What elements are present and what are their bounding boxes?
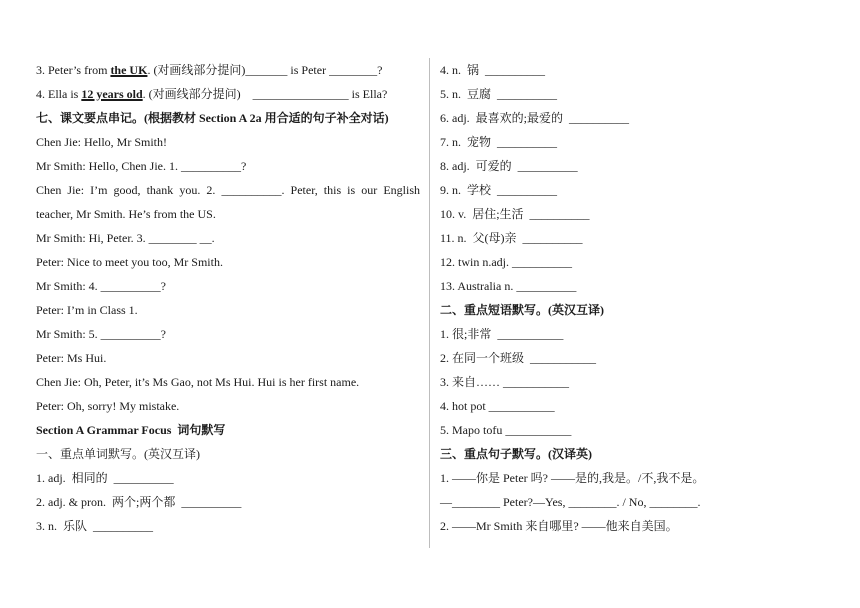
- dialogue-line: Chen Jie: I’m good, thank you. 2. __________. Peter, this is our English: [36, 183, 420, 197]
- vocab-item: 6. adj. 最喜欢的;最爱的 __________: [440, 111, 629, 125]
- dialogue-line: Chen Jie: Hello, Mr Smith!: [36, 135, 167, 149]
- dialogue-line: Peter: Ms Hui.: [36, 351, 107, 365]
- vocab-item: 1. adj. 相同的 __________: [36, 471, 174, 485]
- column-divider: [429, 58, 430, 548]
- question-4: [36, 82, 420, 106]
- question-3-text-a: 3. Peter’s from: [36, 63, 111, 77]
- question-4-underlined: 12 years old: [81, 87, 143, 101]
- phrase-item: 5. Mapo tofu ___________: [440, 423, 572, 437]
- phrase-item: 4. hot pot ___________: [440, 399, 555, 413]
- vocab-heading: 一、重点单词默写。(英汉互译): [36, 447, 200, 461]
- question-3-text-b: . (对画线部分提问)_______ is Peter ________?: [147, 63, 383, 77]
- vocab-item: 7. n. 宠物 __________: [440, 135, 558, 149]
- question-3: [36, 58, 420, 82]
- sentence-item: 2. ——Mr Smith 来自哪里? ——他来自美国。: [440, 519, 678, 533]
- sentences-heading: 三、重点句子默写。(汉译英): [440, 447, 592, 461]
- vocab-item: 9. n. 学校 __________: [440, 183, 558, 197]
- vocab-item: 2. adj. & pron. 两个;两个都 __________: [36, 495, 242, 509]
- vocab-item: 4. n. 锅 __________: [440, 63, 546, 77]
- dialogue-line: Mr Smith: Hello, Chen Jie. 1. __________?: [36, 159, 247, 173]
- sentence-item: 1. ——你是 Peter 吗? ——是的,我是。/不,我不是。: [440, 471, 705, 485]
- phrase-item: 3. 来自…… ___________: [440, 375, 570, 389]
- dialogue-line: Mr Smith: 4. __________?: [36, 279, 167, 293]
- dialogue-line: Mr Smith: Hi, Peter. 3. ________ __.: [36, 231, 215, 245]
- grammar-focus-heading: Section A Grammar Focus 词句默写: [36, 423, 226, 437]
- section-7-heading: 七、课文要点串记。(根据教材 Section A 2a 用合适的句子补全对话): [36, 111, 389, 125]
- question-4-text-b: . (对画线部分提问) ________________ is Ella?: [142, 87, 388, 101]
- left-column: [36, 58, 420, 538]
- vocab-item: 12. twin n.adj. __________: [440, 255, 572, 269]
- vocab-item: 3. n. 乐队 __________: [36, 519, 154, 533]
- vocab-item: 10. v. 居住;生活 __________: [440, 207, 590, 221]
- question-3-underlined: the UK: [110, 63, 148, 77]
- vocab-item: 5. n. 豆腐 __________: [440, 87, 558, 101]
- question-4-text-a: 4. Ella is: [36, 87, 82, 101]
- phrases-heading: 二、重点短语默写。(英汉互译): [440, 303, 604, 317]
- dialogue-line: Mr Smith: 5. __________?: [36, 327, 167, 341]
- dialogue-line: Chen Jie: Oh, Peter, it’s Ms Gao, not Ms Hui. Hui is her first name.: [36, 375, 360, 389]
- vocab-item: 13. Australia n. __________: [440, 279, 577, 293]
- vocab-item: 11. n. 父(母)亲 __________: [440, 231, 583, 245]
- dialogue-line: Peter: Nice to meet you too, Mr Smith.: [36, 255, 223, 269]
- right-column: [440, 58, 830, 538]
- dialogue-line: teacher, Mr Smith. He’s from the US.: [36, 207, 216, 221]
- dialogue-line: Peter: I’m in Class 1.: [36, 303, 138, 317]
- vocab-item: 8. adj. 可爱的 __________: [440, 159, 578, 173]
- dialogue-line: Peter: Oh, sorry! My mistake.: [36, 399, 180, 413]
- phrase-item: 2. 在同一个班级 ___________: [440, 351, 597, 365]
- sentence-item: —________ Peter?—Yes, ________. / No, ________.: [440, 495, 701, 509]
- phrase-item: 1. 很;非常 ___________: [440, 327, 564, 341]
